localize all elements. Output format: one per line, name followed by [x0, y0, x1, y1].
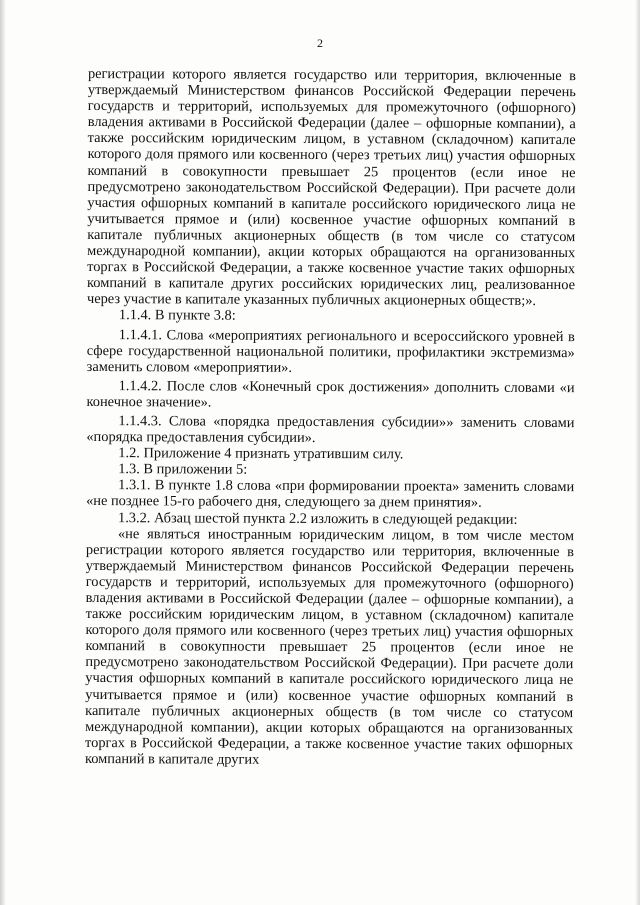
scan-edge-right	[635, 0, 640, 905]
paragraph-1-1-4-1: 1.1.4.1. Слова «мероприятиях регионального и всероссийского уровней в сфере государственной национальной политики, профилактики экстремизма» заменить словом «мероприятии».	[86, 326, 575, 376]
paragraph-1-3-1: 1.3.1. В пункте 1.8 слова «при формировании проекта» заменить словами «не позднее 15-го рабочего дня, следующего за днем принятия».	[86, 477, 575, 512]
paragraph-1-1-4-2: 1.1.4.2. После слов «Конечный срок достижения» дополнить словами «и конечное значение».	[86, 377, 575, 411]
paragraph-1-1-4: 1.1.4. В пункте 3.8:	[118, 307, 236, 325]
paragraph-continuation: регистрации которого является государство или территория, включенные в утверждаемый Министерством финансов Российской Федерации перечень государств и территорий, используемых для промежуточного (офшорного) владения активами в Российской Федерации (далее – офшорные компании), а также российским юридическим лицом, в уставном (складочном) капитале которого доля прямого или косвенного (через третьих лиц) участия офшорных компаний в совокупности превышает 25 процентов (если иное не предусмотрено законодательством Российской Федерации). При расчете доли участия офшорных компаний в капитале российского юридического лица не учитывается прямое и (или) косвенное участие офшорных компаний в капитале публичных акционерных обществ (в том числе со статусом международной компании), акции которых обращаются на организованных торгах в Российской Федерации, а также косвенное участие таких офшорных компаний в капитале других российских юридических лиц, реализованное через участие в капитале указанных публичных акционерных обществ;».	[86, 66, 576, 310]
paragraph-1-3: 1.3. В приложении 5:	[118, 461, 248, 478]
paragraph-1-2: 1.2. Приложение 4 признать утратившим силу.	[118, 445, 404, 463]
paragraph-quoted-new-text: «не являться иностранным юридическим лицом, в том числе местом регистрации которого является государство или территория, включенные в утверждаемый Министерством финансов Российской Федерации перечень государств и территорий, используемых для промежуточного (офшорного) владения активами в Российской Федерации (далее – офшорные компании), а также российским юридическим лицом, в уставном (складочном) капитале которого доля прямого или косвенного (через третьих лиц) участия офшорных компаний в совокупности превышает 25 процентов (если иное не предусмотрено законодательством Российской Федерации). При расчете доли участия офшорных компаний в капитале российского юридического лица не учитывается прямое и (или) косвенное участие офшорных компаний в капитале публичных акционерных обществ (в том числе со статусом международной компании), акции которых обращаются на организованных торгах в Российской Федерации, а также косвенное участие таких офшорных компаний в капитале других	[84, 525, 574, 768]
document-body	[85, 66, 576, 769]
paragraph-1-3-2: 1.3.2. Абзац шестой пункта 2.2 изложить в следующей редакции:	[117, 509, 518, 528]
scan-edge-left	[0, 0, 6, 905]
paragraph-1-1-4-3: 1.1.4.3. Слова «порядка предоставления субсидии»» заменить словами «порядка предоставления субсидии».	[86, 413, 575, 447]
page-number: 2	[317, 36, 323, 50]
